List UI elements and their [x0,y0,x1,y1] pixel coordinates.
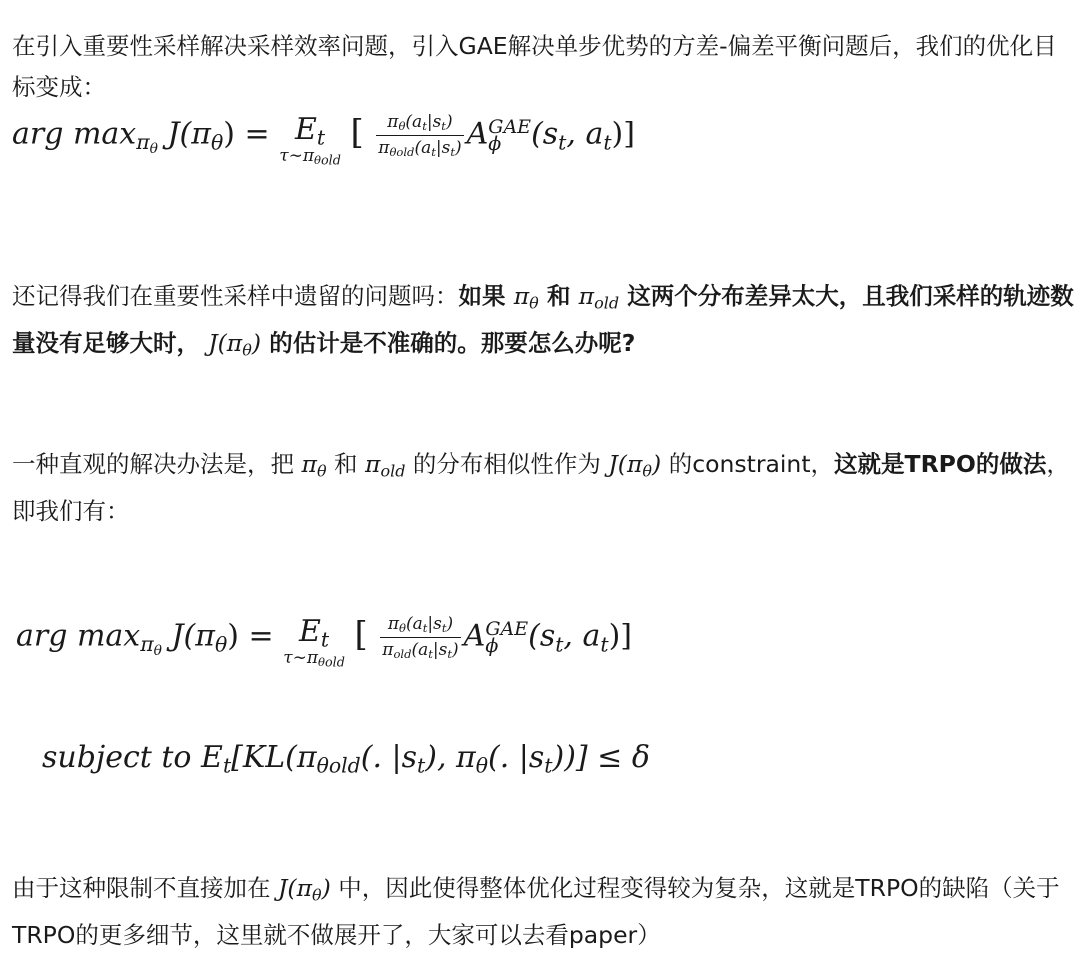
args-t2: t [600,632,609,657]
question-text: 还记得我们在重要性采样中遗留的问题吗： [12,282,459,310]
num-s: |s [426,112,442,132]
pi-theta-sub: θ [316,461,327,481]
e-symbol: E [295,112,317,147]
under-theta: θ [318,654,325,669]
expectation [279,112,341,168]
den-t2: t [447,647,453,662]
equals: ) = [223,116,270,152]
argmax-pi: π [140,632,154,657]
e-sub: t [320,627,330,652]
argmax-label: arg max [16,618,141,654]
left-bracket: [ [350,112,364,153]
args-t: t [555,632,564,657]
objective-equation-1 [12,112,635,168]
under-theta: θ [314,152,321,167]
ratio-fraction [380,614,460,661]
pi-theta: π [513,282,530,310]
e-sub: t [222,753,232,778]
solution-text-4: 的constraint， [661,450,835,478]
kl-mid1: (. |s [360,740,418,775]
den-a: (a [411,640,429,661]
num-close: ) [446,614,454,634]
expectation [283,614,345,670]
args-t2: t [603,130,612,155]
j-close: ) [321,874,331,902]
pi-theta: π [301,450,317,478]
intro-text: 在引入重要性采样解决采样效率问题，引入GAE解决单步优势的方差-偏差平衡问题后，我们的优化目标变成： [12,32,1057,101]
args-open: (s [531,116,559,152]
den-pi: π [382,640,394,661]
kl-theta: θ [475,753,489,778]
advantage-sup: GAE [488,115,532,138]
num-close: ) [445,112,453,132]
kl-t1: t [417,753,426,778]
pi-old-sub: old [380,461,406,481]
under-tau: τ∼π [279,145,315,166]
kl-sub: θold [316,753,361,778]
kl-open: [KL(π [231,740,317,775]
question-bold-2: 和 [538,282,579,310]
den-close: ) [454,138,462,159]
num-theta: θ [399,621,406,636]
args-mid: , a [563,618,601,654]
constraint-equation [42,740,650,778]
j-theta: θ [210,130,224,155]
argmax-theta: θ [149,141,158,158]
left-bracket: [ [354,614,368,655]
num-t2: t [441,119,446,134]
j-pi: J(π [608,450,643,478]
solution-bold: 这就是TRPO的做法 [834,450,1047,478]
solution-paragraph [12,444,1078,532]
question-bold-3: 这两个分布差异太大，且我们采样的轨迹数量没有足够大时， [12,282,1074,358]
den-t: t [428,647,433,662]
den-sub: θold [389,145,415,160]
den-pi: π [378,138,390,159]
den-close: ) [452,640,459,661]
solution-text-3: 的分布相似性作为 [405,450,609,478]
j-close: ) [251,329,262,358]
args-close: )] [611,116,635,152]
pi-old: π [365,450,381,478]
args-t: t [558,130,567,155]
e-symbol: E [299,614,321,649]
argmax-pi: π [136,130,150,155]
advantage-a: A [463,618,486,654]
num-pi: π [387,112,399,132]
pi-old: π [578,282,595,310]
j-theta: θ [214,632,228,657]
den-t2: t [450,145,455,160]
under-old: old [320,153,341,169]
j-pi: J(π [171,618,215,654]
den-s: |s [432,640,448,661]
argmax-label: arg max [12,116,137,152]
j-close: ) [652,450,662,478]
pi-old-sub: old [594,293,620,313]
solution-text-1: 一种直观的解决办法是，把 [12,450,302,478]
num-a: (a [405,112,423,132]
under-old: old [324,655,345,671]
question-paragraph [12,276,1078,371]
conclusion-paragraph [12,868,1078,956]
solution-text-5: ，即我们有： [12,450,1070,526]
ratio-fraction [376,112,463,159]
advantage-sub: ϕ [485,634,499,657]
j-pi: J(π [167,116,211,152]
conclusion-text-1: 由于这种限制不直接加在 [12,874,278,902]
objective-equation-2 [16,614,632,670]
e-sub: t [316,125,326,150]
j-pi: J(π [277,874,313,902]
intro-paragraph [12,26,1078,108]
j-theta: θ [312,885,322,905]
equals: ) = [227,618,274,654]
kl-mid3: (. |s [488,740,545,775]
j-pi: J(π [208,329,243,358]
num-s: |s [427,614,442,634]
num-t2: t [441,621,447,636]
kl-t2: t [544,753,553,778]
den-a: (a [414,138,432,159]
kl-end: ))] ≤ δ [552,740,650,775]
num-t: t [422,119,427,134]
j-theta: θ [642,461,653,481]
args-close: )] [608,618,633,654]
kl-mid2: ), π [425,740,476,775]
args-mid: , a [566,116,604,152]
den-t: t [431,145,436,160]
j-theta: θ [242,340,252,360]
subject-to: subject to E [42,740,223,775]
conclusion-text-2: 中，因此使得整体优化过程变得较为复杂，这就是TRPO的缺陷（关于TRPO的更多细节，这里就不做展开了，大家可以去看paper） [12,874,1060,950]
num-a: (a [405,614,423,634]
question-bold-1: 如果 [458,282,514,310]
advantage-sub: ϕ [488,132,502,155]
num-pi: π [387,614,399,634]
advantage-sup: GAE [485,617,529,640]
argmax-theta: θ [153,643,162,660]
num-t: t [422,621,428,636]
question-bold-4: 的估计是不准确的。那要怎么办呢? [261,329,636,358]
solution-text-2: 和 [326,450,366,478]
den-sub: old [393,647,412,662]
num-theta: θ [398,119,406,134]
args-open: (s [528,618,556,654]
under-tau: τ∼π [283,647,319,668]
advantage-a: A [466,116,489,152]
den-s: |s [435,138,451,159]
pi-theta-sub: θ [529,293,539,313]
